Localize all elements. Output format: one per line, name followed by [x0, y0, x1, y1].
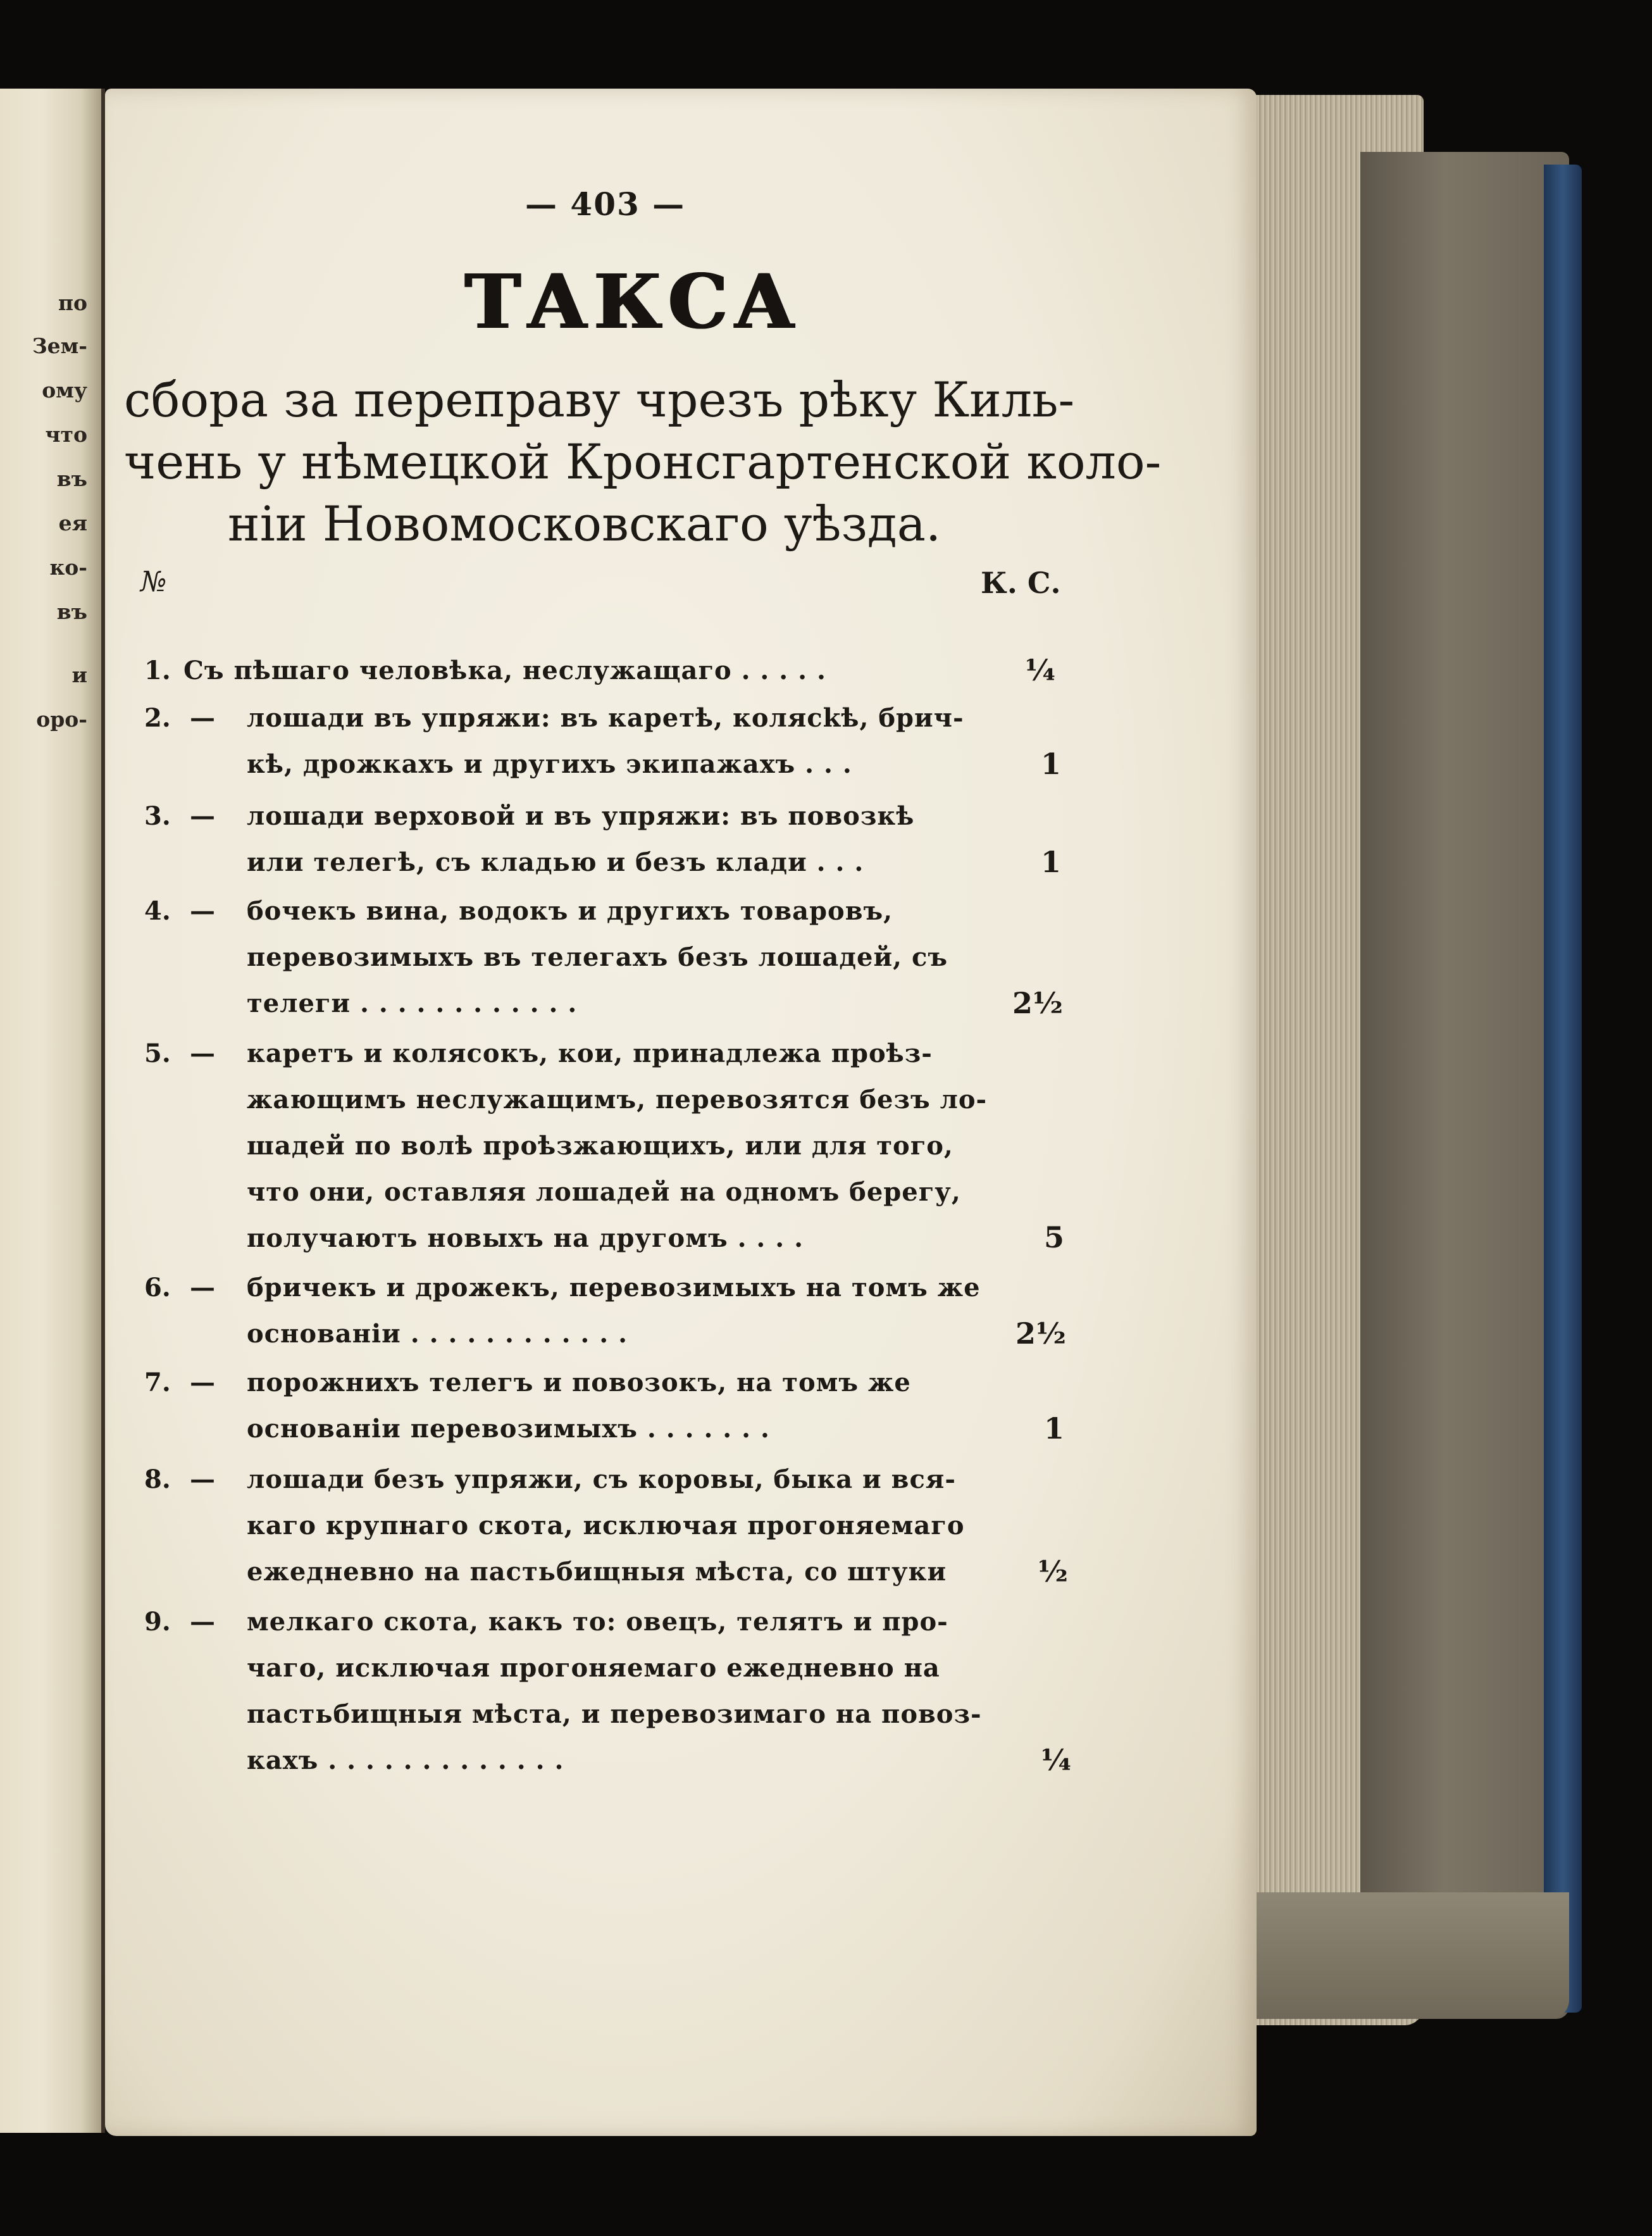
- entry-dash: —: [190, 1607, 215, 1637]
- number-column-header: №: [140, 566, 167, 598]
- entry-number: 7.: [144, 1368, 171, 1397]
- entry-dash: —: [190, 1368, 215, 1397]
- entry-dash: —: [190, 1465, 215, 1494]
- entry-line: бричекъ и дрожекъ, перевозимыхъ на томъ же: [247, 1273, 981, 1302]
- entry-line: или телегѣ, съ кладью и безъ клади . . .: [247, 847, 864, 877]
- page-number: — 403 —: [525, 185, 686, 223]
- currency-column-header: К. С.: [981, 566, 1061, 600]
- book-cover: [1360, 152, 1569, 2019]
- entry-number: 3.: [144, 801, 171, 831]
- entry-price: ¼: [1041, 1743, 1071, 1777]
- entry-price: 2½: [1012, 986, 1063, 1020]
- margin-fragment: что: [45, 422, 87, 447]
- entry-line: лошади безъ упряжи, съ коровы, быка и вся-: [247, 1465, 956, 1494]
- entry-price: ¼: [1025, 653, 1055, 687]
- entry-line: порожнихъ телегъ и повозокъ, на томъ же: [247, 1368, 911, 1397]
- previous-page: [0, 89, 105, 2133]
- entry-line: бочекъ вина, водокъ и другихъ товаровъ,: [247, 896, 893, 926]
- entry-line: получаютъ новыхъ на другомъ . . . .: [247, 1223, 804, 1253]
- entry-line: основаніи . . . . . . . . . . . .: [247, 1319, 628, 1349]
- entry-line: лошади верховой и въ упряжи: въ повозкѣ: [247, 801, 915, 831]
- margin-fragment: въ: [56, 466, 87, 491]
- entry-line: пастьбищныя мѣста, и перевозимаго на повоз-: [247, 1699, 982, 1729]
- margin-fragment: ко-: [49, 555, 87, 580]
- margin-fragment: Зем-: [32, 334, 87, 358]
- entry-price: 2½: [1015, 1316, 1066, 1351]
- margin-fragment: ея: [58, 511, 87, 535]
- entry-line: каго крупнаго скота, исключая прогоняемаго: [247, 1511, 965, 1540]
- entry-line: кѣ, дрожкахъ и другихъ экипажахъ . . .: [247, 749, 852, 779]
- entry-price: 5: [1044, 1220, 1065, 1254]
- subtitle-line: сбора за переправу чрезъ рѣку Киль-: [124, 372, 1075, 428]
- entry-line: мелкаго скота, какъ то: овецъ, телятъ и про-: [247, 1607, 948, 1637]
- page-title: ТАКСА: [465, 258, 802, 346]
- entry-line: лошади въ упряжи: въ каретѣ, колясkѣ, брич-: [247, 703, 964, 733]
- entry-line: телеги . . . . . . . . . . . .: [247, 989, 578, 1018]
- entry-price: 1: [1041, 845, 1062, 879]
- entry-line: что они, оставляя лошадей на одномъ берегу,: [247, 1177, 961, 1207]
- entry-line: Съ пѣшаго человѣка, неслужащаго . . . . .: [183, 656, 826, 685]
- entry-price: ½: [1038, 1554, 1068, 1589]
- entry-dash: —: [190, 703, 215, 733]
- subtitle-line: ніи Новомосковскаго уѣзда.: [228, 496, 941, 552]
- entry-line: чаго, исключая прогоняемаго ежедневно на: [247, 1653, 940, 1683]
- entry-number: 5.: [144, 1039, 171, 1068]
- entry-number: 6.: [144, 1273, 171, 1302]
- entry-number: 8.: [144, 1465, 171, 1494]
- entry-number: 1.: [144, 656, 171, 685]
- entry-line: жающимъ неслужащимъ, перевозятся безъ ло-: [247, 1085, 988, 1115]
- entry-line: ежедневно на пастьбищныя мѣста, со штуки: [247, 1557, 947, 1587]
- entry-number: 2.: [144, 703, 171, 733]
- entry-dash: —: [190, 896, 215, 926]
- entry-number: 9.: [144, 1607, 171, 1637]
- margin-fragment: оро-: [36, 707, 87, 732]
- entry-line: основаніи перевозимыхъ . . . . . . .: [247, 1414, 770, 1444]
- entry-dash: —: [190, 1039, 215, 1068]
- subtitle-line: чень у нѣмецкой Кронсгартенской коло-: [124, 434, 1162, 490]
- margin-fragment: и: [71, 663, 87, 687]
- cover-spine: [1544, 165, 1582, 2013]
- entry-line: каретъ и колясокъ, кои, принадлежа проѣз-: [247, 1039, 933, 1068]
- entry-line: шадей по волѣ проѣзжающихъ, или для того,: [247, 1131, 953, 1161]
- margin-fragment: ому: [42, 378, 87, 403]
- margin-fragment: въ: [56, 599, 87, 624]
- entry-price: 1: [1044, 1411, 1065, 1446]
- entry-price: 1: [1041, 747, 1062, 781]
- margin-fragment: по: [58, 290, 87, 315]
- entry-dash: —: [190, 1273, 215, 1302]
- entry-dash: —: [190, 801, 215, 831]
- entry-number: 4.: [144, 896, 171, 926]
- entry-line: кахъ . . . . . . . . . . . . .: [247, 1746, 564, 1775]
- entry-line: перевозимыхъ въ телегахъ безъ лошадей, съ: [247, 942, 948, 972]
